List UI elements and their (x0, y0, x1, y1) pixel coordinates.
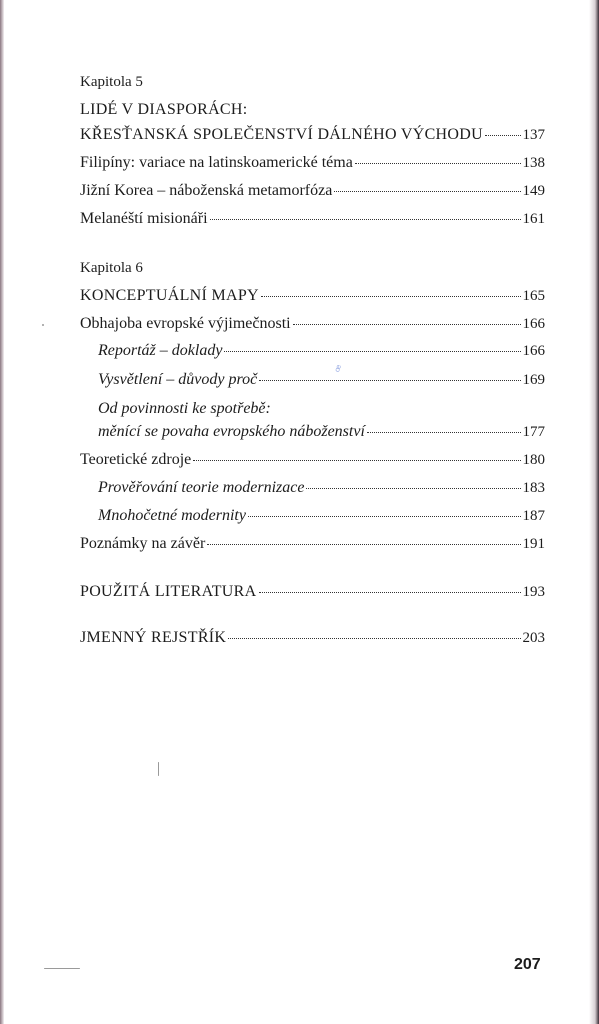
toc-entry (80, 126, 545, 144)
toc-entry-title: Mnohočetné modernity (98, 507, 246, 524)
toc-entry (80, 315, 545, 333)
toc-entry-title: Prověřování teorie modernizace (98, 479, 305, 496)
toc-entry-title: Poznámky na závěr (80, 535, 206, 552)
toc-entry-title: Jižní Korea – náboženská metamorfóza (80, 182, 333, 199)
scan-speck (44, 968, 80, 969)
scan-speck (158, 762, 159, 776)
toc-entry-page: 203 (522, 630, 545, 646)
toc-subentry (98, 371, 545, 389)
dot-leader (485, 134, 521, 136)
toc-entry-title: KONCEPTUÁLNÍ MAPY (80, 287, 259, 304)
toc-entry (80, 287, 545, 305)
dot-leader (228, 637, 520, 639)
page-number: 207 (514, 956, 541, 973)
toc-entry-page: 187 (522, 508, 545, 524)
dot-leader (224, 350, 520, 352)
toc-entry-title: Reportáž – doklady (98, 342, 223, 359)
scan-speck (42, 324, 44, 326)
toc-entry-title: JMENNÝ REJSTŘÍK (80, 629, 227, 646)
chapter-heading-line: LIDÉ V DIASPORÁCH: (80, 101, 248, 118)
dot-leader (367, 431, 521, 433)
ink-mark: ꟹ (331, 362, 348, 376)
dot-leader (248, 515, 521, 517)
dot-leader (261, 295, 521, 297)
toc-entry-title: Filipíny: variace na latinskoamerické téma (80, 154, 353, 171)
toc-entry-page: 183 (522, 480, 545, 496)
toc-entry-title: Teoretické zdroje (80, 451, 192, 468)
dot-leader (306, 487, 520, 489)
dot-leader (259, 591, 521, 593)
toc-subentry (98, 423, 545, 441)
dot-leader (293, 323, 521, 325)
dot-leader (207, 543, 520, 545)
toc-entry-page: 166 (522, 316, 545, 332)
toc-entry-page: 137 (522, 127, 545, 143)
toc-entry-page: 165 (522, 288, 545, 304)
toc-entry-title: POUŽITÁ LITERATURA (80, 583, 257, 600)
toc-entry-title: měnící se povaha evropského náboženství (98, 423, 365, 440)
dot-leader (210, 218, 521, 220)
toc-entry (80, 210, 545, 228)
toc-entry-page: 161 (522, 211, 545, 227)
dot-leader (334, 190, 520, 192)
dot-leader (259, 379, 520, 381)
dot-leader (193, 459, 520, 461)
toc-subentry (98, 342, 545, 360)
toc-entry (80, 583, 545, 601)
chapter-label: Kapitola 5 (80, 74, 143, 90)
toc-entry-title: Melanéští misionáři (80, 210, 208, 227)
toc-entry (80, 154, 545, 172)
toc-entry-page: 166 (522, 343, 545, 359)
toc-entry-page: 193 (522, 584, 545, 600)
toc-entry (80, 182, 545, 200)
toc-entry-page: 149 (522, 183, 545, 199)
toc-entry-page: 191 (522, 536, 545, 552)
toc-entry-title: KŘESŤANSKÁ SPOLEČENSTVÍ DÁLNÉHO VÝCHODU (80, 126, 483, 143)
toc-subentry-line1: Od povinnosti ke spotřebě: (98, 400, 271, 417)
toc-entry (80, 535, 545, 553)
page-right-edge (589, 0, 599, 1024)
toc-entry (80, 629, 545, 647)
toc-subentry (98, 507, 545, 525)
toc-entry-title: Obhajoba evropské výjimečnosti (80, 315, 291, 332)
dot-leader (355, 162, 521, 164)
toc-entry-page: 180 (522, 452, 545, 468)
chapter-label: Kapitola 6 (80, 260, 143, 276)
page-left-edge (0, 0, 4, 1024)
toc-subentry (98, 479, 545, 497)
toc-entry-page: 138 (522, 155, 545, 171)
toc-entry-page: 169 (522, 372, 545, 388)
toc-entry-page: 177 (522, 424, 545, 440)
toc-entry-title: Vysvětlení – důvody proč (98, 371, 258, 388)
toc-entry (80, 451, 545, 469)
